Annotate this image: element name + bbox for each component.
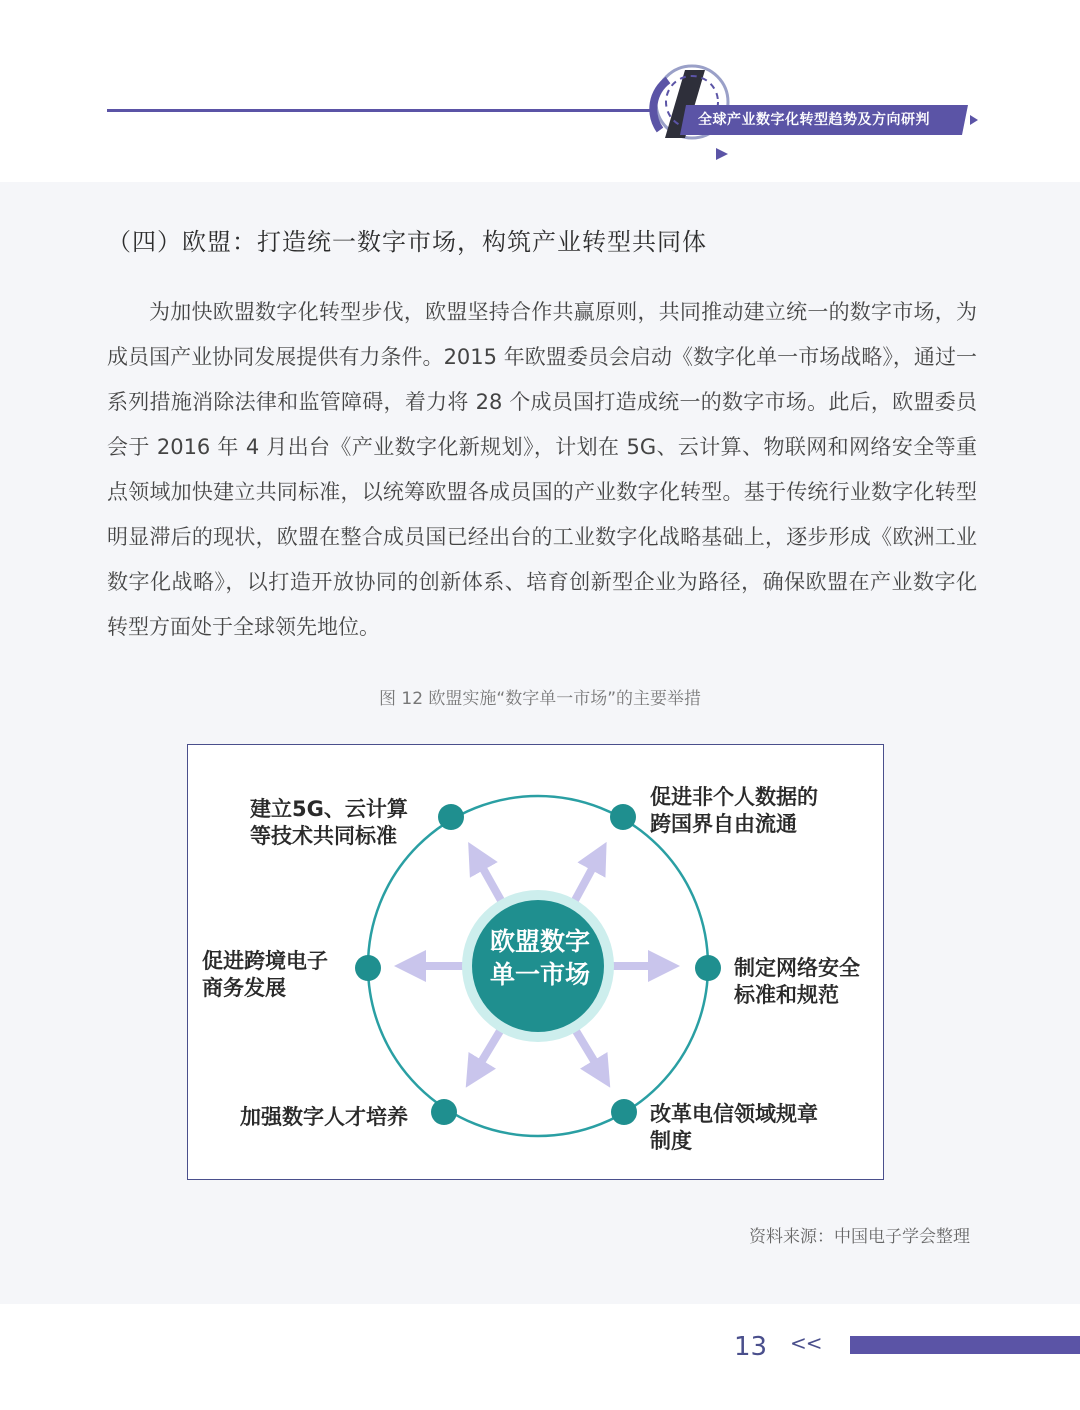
arrow-top-left bbox=[476, 856, 503, 904]
dot-bottom-right bbox=[611, 1099, 637, 1125]
center-label-line2: 单一市场 bbox=[489, 960, 590, 989]
page-arrows-icon: << bbox=[790, 1331, 822, 1355]
figure-caption: 图 12 欧盟实施“数字单一市场”的主要举措 bbox=[378, 689, 702, 709]
center-label-line1: 欧盟数字 bbox=[489, 927, 590, 956]
dot-top-left bbox=[438, 804, 464, 830]
center-label bbox=[470, 925, 610, 991]
footer-bar bbox=[850, 1336, 1080, 1354]
dot-bottom-left bbox=[431, 1099, 457, 1125]
section-heading: （四）欧盟：打造统一数字市场，构筑产业转型共同体 bbox=[107, 228, 707, 256]
node-label-bottom-right: 改革电信领域规章 制度 bbox=[650, 1102, 818, 1153]
page-number: 13 bbox=[734, 1332, 768, 1362]
body-paragraph: 为加快欧盟数字化转型步伐，欧盟坚持合作共赢原则，共同推动建立统一的数字市场，为成员国产业协同发展提供有力条件。2015 年欧盟委员会启动《数字化单一市场战略》，通过一系列措施消除法律和监管障碍，着力将 28 个成员国打造成统一的数字市场。此后，欧盟委员会于 2016 年 4 月出台《产业数字化新规划》，计划在 5G、云计算、物联网和网络安全等重点领域加快建立共同标准，以统筹欧盟各成员国的产业数字化转型。基于传统行业数字化转型明显滞后的现状，欧盟在整合成员国已经出台的工业数字化战略基础上，逐步形成《欧洲工业数字化战略》，以打造开放协同的创新体系、培育创新型企业为路径，确保欧盟在产业数字化转型方面处于全球领先地位。 bbox=[107, 300, 977, 639]
node-label-bottom-left: 加强数字人才培养 bbox=[240, 1105, 408, 1129]
dot-mid-left bbox=[355, 955, 381, 981]
dot-top-right bbox=[610, 804, 636, 830]
node-label-mid-right: 制定网络安全 标准和规范 bbox=[734, 956, 860, 1007]
dot-mid-right bbox=[695, 955, 721, 981]
arrow-top-right bbox=[573, 856, 599, 904]
source-note: 资料来源：中国电子学会整理 bbox=[749, 1227, 970, 1247]
arrow-bottom-left bbox=[474, 1031, 500, 1074]
arrow-bottom-right bbox=[576, 1031, 602, 1074]
node-label-top-right: 促进非个人数据的 跨国界自由流通 bbox=[650, 785, 818, 836]
header-title: 全球产业数字化转型趋势及方向研判 bbox=[698, 112, 930, 128]
node-label-top-left: 建立5G、云计算 等技术共同标准 bbox=[250, 797, 408, 848]
node-label-mid-left: 促进跨境电子 商务发展 bbox=[202, 949, 328, 1000]
